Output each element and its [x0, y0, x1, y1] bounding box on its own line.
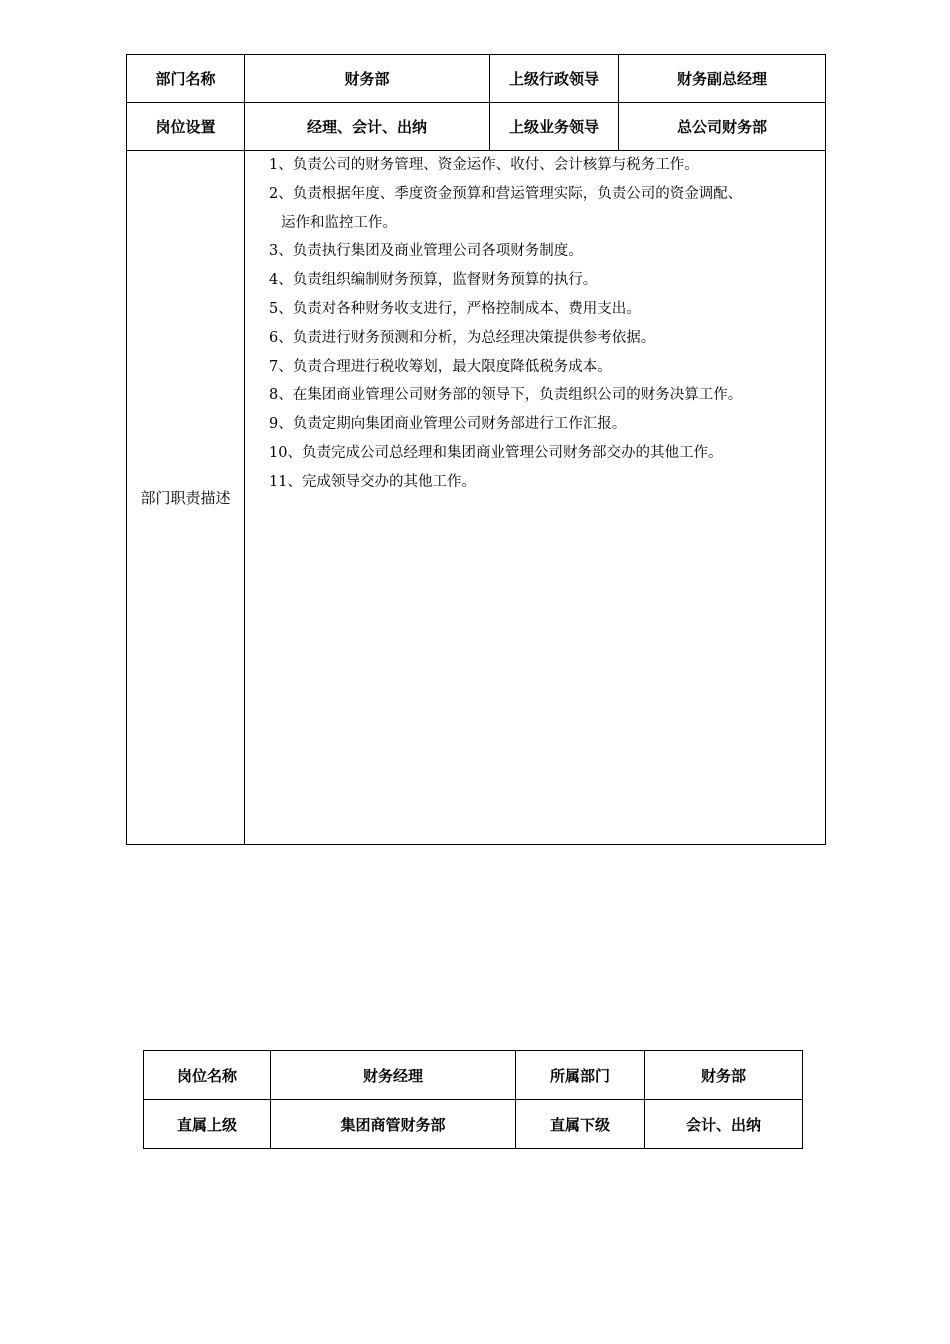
post-name-label: 岗位名称 — [144, 1051, 271, 1100]
list-item: 1、负责公司的财务管理、资金运作、收付、会计核算与税务工作。 — [269, 157, 699, 173]
table-row — [144, 1100, 803, 1149]
direct-subordinate-value: 会计、出纳 — [645, 1100, 803, 1149]
dept-name-label: 部门名称 — [127, 55, 245, 103]
table-row — [127, 151, 826, 845]
list-item: 11、完成领导交办的其他工作。 — [269, 473, 476, 490]
direct-subordinate-label: 直属下级 — [516, 1100, 645, 1149]
list-item: 7、负责合理进行税收筹划，最大限度降低税务成本。 — [269, 358, 612, 375]
direct-superior-value: 集团商管财务部 — [271, 1100, 516, 1149]
list-item-continuation: 运作和监控工作。 — [281, 214, 397, 231]
list-item: 2、负责根据年度、季度资金预算和营运管理实际，负责公司的资金调配、 — [269, 185, 743, 202]
list-item: 9、负责定期向集团商业管理公司财务部进行工作汇报。 — [269, 416, 627, 433]
business-leader-value: 总公司财务部 — [619, 103, 826, 151]
table-row — [144, 1051, 803, 1100]
positions-label: 岗位设置 — [127, 103, 245, 151]
list-item: 8、在集团商业管理公司财务部的领导下，负责组织公司的财务决算工作。 — [269, 387, 743, 404]
table-row — [127, 103, 826, 151]
list-item: 6、负责进行财务预测和分析，为总经理决策提供参考依据。 — [269, 329, 656, 346]
table-row — [127, 55, 826, 103]
department-label: 所属部门 — [516, 1051, 645, 1100]
list-item: 10、负责完成公司总经理和集团商业管理公司财务部交办的其他工作。 — [269, 444, 723, 461]
department-info-table — [126, 54, 826, 845]
duty-description-cell — [245, 151, 826, 845]
list-item: 4、负责组织编制财务预算，监督财务预算的执行。 — [269, 272, 598, 289]
duty-description-label: 部门职责描述 — [127, 151, 245, 845]
position-info-table — [143, 1050, 803, 1149]
dept-name-value: 财务部 — [245, 55, 490, 103]
post-name-value: 财务经理 — [271, 1051, 516, 1100]
list-item — [269, 209, 815, 238]
direct-superior-label: 直属上级 — [144, 1100, 271, 1149]
admin-leader-label: 上级行政领导 — [490, 55, 619, 103]
list-item: 3、负责执行集团及商业管理公司各项财务制度。 — [269, 243, 583, 260]
business-leader-label: 上级业务领导 — [490, 103, 619, 151]
positions-value: 经理、会计、出纳 — [245, 103, 490, 151]
admin-leader-value: 财务副总经理 — [619, 55, 826, 103]
duty-list — [269, 151, 815, 497]
list-item: 5、负责对各种财务收支进行，严格控制成本、费用支出。 — [269, 300, 641, 317]
department-value: 财务部 — [645, 1051, 803, 1100]
